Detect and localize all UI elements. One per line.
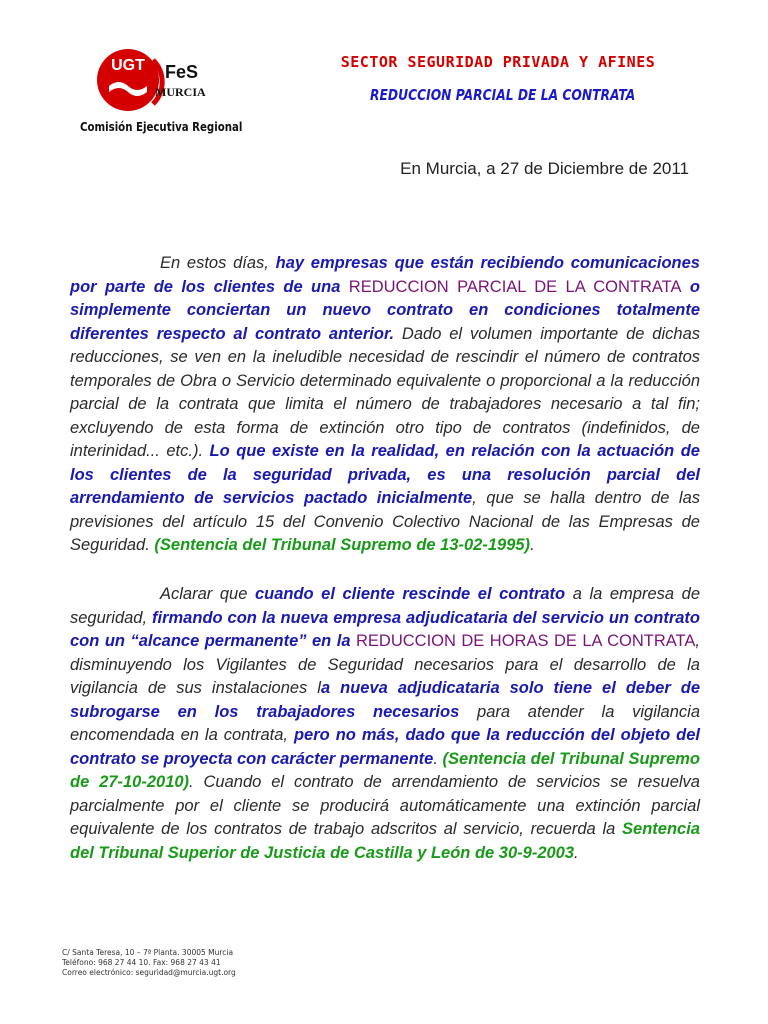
paragraph2-segment: pero no más, dado que la reducción del objeto del contrato se proyecta con carácter permanente <box>70 726 700 768</box>
paragraph2-segment: (Sentencia del Tribunal Supremo de 27-10-2010) <box>70 749 700 791</box>
paragraph1-segment: REDUCCION PARCIAL DE LA CONTRATA <box>348 277 682 296</box>
paragraph2-segment: . Cuando el contrato de arrendamiento de servicios se resuelva parcialmente por el cliente se producirá automáticamente una extinción parcial equivalente de los contratos de trabajo adscritos al servicio, recuerda la <box>70 773 700 838</box>
paragraph1-segment: . <box>530 536 535 554</box>
paragraph1-segment: hay empresas que están recibiendo comunicaciones por parte de los clientes de una <box>70 254 700 296</box>
footer-address: C/ Santa Teresa, 10 – 7ª Planta. 30005 Murcia <box>62 948 234 957</box>
paragraph2-segment: a la empresa de seguridad, <box>70 585 700 627</box>
paragraph2-segment: . <box>433 749 443 768</box>
paragraph1-segment: , que se halla dentro de las previsiones del artículo 15 del Convenio Colectivo Nacional de las Empresas de Seguridad. <box>70 489 700 554</box>
logo-fes-text: FeS <box>165 62 199 82</box>
logo-murcia-text: MURCIA <box>155 85 206 99</box>
document-subtitle: REDUCCION PARCIAL DE LA CONTRATA <box>370 86 636 104</box>
date-line: En Murcia, a 27 de Diciembre de 2011 <box>400 159 689 178</box>
paragraph2-segment: a nueva adjudicataria solo tiene el deber de subrogarse en los trabajadores necesarios <box>70 679 701 721</box>
paragraph1-segment: Dado el volumen importante de dichas reducciones, se ven en la ineludible necesidad de rescindir el número de contratos temporales de Obra o Servicio determinado equivalente o proporcional a la reducción parcial de la contrata que limita el número de trabajadores necesario a tal fin; excluyendo de esta forma de extinción otro tipo de contratos (indefinidos, de interinidad... etc.). <box>70 324 701 460</box>
paragraph2-segment: para atender la vigilancia encomendada en la contrata, <box>70 702 700 744</box>
footer-phone: Teléfono: 968 27 44 10. Fax: 968 27 43 41 <box>62 958 221 967</box>
footer-contact <box>62 948 236 978</box>
paragraph-1 <box>70 252 700 558</box>
paragraph2-segment: cuando el cliente rescinde el contrato <box>254 585 566 603</box>
paragraph2-segment: firmando con la nueva empresa adjudicataria del servicio un contrato con un “alcance permanente” en la <box>70 608 700 650</box>
paragraph2-segment: , disminuyendo los Vigilantes de Seguridad necesarios para el desarrollo de la vigilancia de sus instalaciones l <box>70 632 700 697</box>
paragraph-2 <box>70 583 700 865</box>
paragraph2-segment: Sentencia del Tribunal Superior de Justicia de Castilla y León de 30-9-2003 <box>70 820 700 862</box>
paragraph2-segment: Aclarar que <box>160 585 255 603</box>
logo-ugt-text: UGT <box>111 57 145 74</box>
paragraph1-segment: En estos días, <box>160 254 276 272</box>
paragraph2-segment: REDUCCION DE HORAS DE LA CONTRATA <box>355 632 696 650</box>
footer-email: Correo electrónico: seguridad@murcia.ugt.org <box>62 968 236 977</box>
paragraph1-segment: o simplemente conciertan un nuevo contrato en condiciones totalmente diferentes respecto al contrato anterior. <box>70 277 700 343</box>
paragraph1-segment: Lo que existe en la realidad, en relación con la actuación de los clientes de la seguridad privada, es una resolución parcial del arrendamiento de servicios pactado inicialmente <box>70 442 700 507</box>
paragraph2-segment: . <box>574 843 579 862</box>
sector-title: SECTOR SEGURIDAD PRIVADA Y AFINES <box>340 53 656 71</box>
commission-name: Comisión Ejecutiva Regional <box>80 120 243 134</box>
paragraph1-segment: (Sentencia del Tribunal Supremo de 13-02-1995) <box>154 536 531 554</box>
